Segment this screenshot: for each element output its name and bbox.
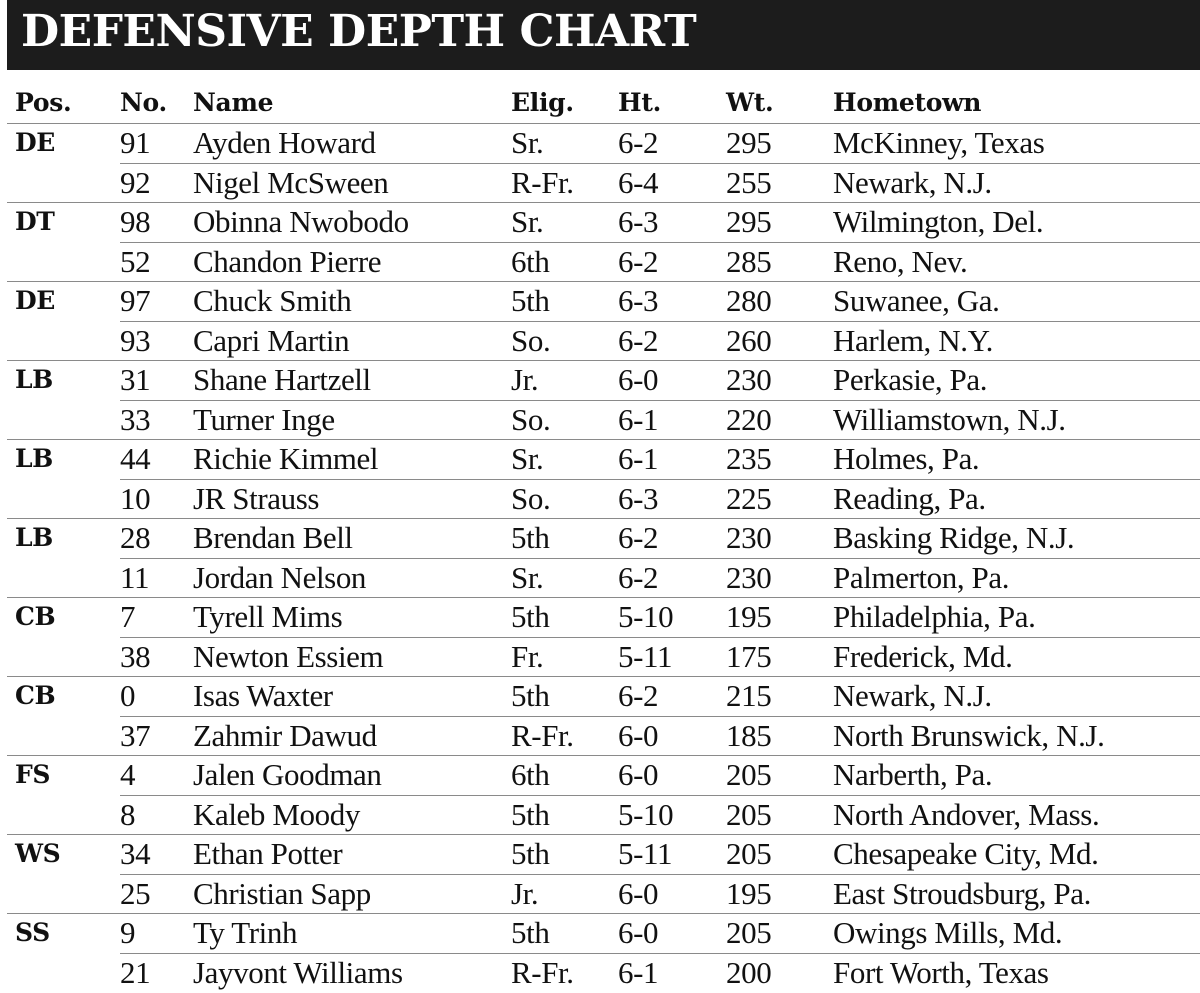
weight-cell: 215: [726, 678, 772, 713]
name-cell: Capri Martin: [193, 322, 350, 358]
eligibility-cell: Sr.: [511, 559, 544, 595]
table-body: [0, 123, 1200, 992]
name-cell: Turner Inge: [193, 401, 335, 437]
weight-cell: 200: [726, 954, 772, 990]
height-cell: 6-0: [618, 757, 659, 792]
hometown-cell: Newark, N.J.: [833, 678, 992, 713]
hometown-cell: North Brunswick, N.J.: [833, 717, 1105, 753]
eligibility-cell: Sr.: [511, 125, 544, 160]
height-cell: 6-2: [618, 322, 659, 358]
height-cell: 6-4: [618, 164, 659, 200]
height-cell: 6-2: [618, 559, 659, 595]
number-cell: 21: [120, 954, 151, 990]
hometown-cell: Philadelphia, Pa.: [833, 599, 1036, 634]
height-cell: 6-0: [618, 717, 659, 753]
table-row: [0, 597, 1200, 637]
height-cell: 6-3: [618, 480, 659, 516]
hometown-cell: Holmes, Pa.: [833, 441, 980, 476]
name-cell: Chandon Pierre: [193, 243, 382, 279]
eligibility-cell: Jr.: [511, 875, 539, 911]
weight-cell: 295: [726, 204, 772, 239]
weight-cell: 220: [726, 401, 772, 437]
eligibility-cell: 6th: [511, 757, 550, 792]
position-cell: SS: [15, 918, 50, 947]
table-row: [0, 360, 1200, 400]
name-cell: Jayvont Williams: [193, 954, 403, 990]
eligibility-cell: 5th: [511, 520, 550, 555]
number-cell: 11: [120, 559, 150, 595]
name-cell: Jalen Goodman: [193, 757, 382, 792]
eligibility-cell: 5th: [511, 678, 550, 713]
name-cell: Brendan Bell: [193, 520, 353, 555]
position-cell: CB: [15, 681, 56, 710]
depth-chart-table: [0, 83, 1200, 992]
hometown-cell: Palmerton, Pa.: [833, 559, 1010, 595]
eligibility-cell: 5th: [511, 915, 550, 950]
title-bar: [7, 0, 1200, 70]
height-cell: 6-0: [618, 915, 659, 950]
number-cell: 9: [120, 915, 136, 950]
header-hometown: Hometown: [833, 88, 982, 117]
table-row: [0, 163, 1200, 203]
table-row: [0, 400, 1200, 440]
name-cell: Obinna Nwobodo: [193, 204, 409, 239]
table-row: [0, 321, 1200, 361]
height-cell: 6-2: [618, 678, 659, 713]
weight-cell: 175: [726, 638, 772, 674]
table-row: [0, 202, 1200, 242]
number-cell: 52: [120, 243, 151, 279]
name-cell: Kaleb Moody: [193, 796, 360, 832]
height-cell: 6-2: [618, 243, 659, 279]
eligibility-cell: So.: [511, 322, 551, 358]
weight-cell: 205: [726, 757, 772, 792]
eligibility-cell: So.: [511, 401, 551, 437]
hometown-cell: Basking Ridge, N.J.: [833, 520, 1075, 555]
eligibility-cell: R-Fr.: [511, 954, 574, 990]
weight-cell: 205: [726, 915, 772, 950]
group-divider: [7, 281, 1200, 282]
height-cell: 6-2: [618, 520, 659, 555]
eligibility-cell: 6th: [511, 243, 550, 279]
number-cell: 8: [120, 796, 136, 832]
name-cell: Shane Hartzell: [193, 362, 371, 397]
eligibility-cell: Sr.: [511, 441, 544, 476]
weight-cell: 185: [726, 717, 772, 753]
table-header: [0, 83, 1200, 123]
name-cell: Ty Trinh: [193, 915, 298, 950]
number-cell: 10: [120, 480, 151, 516]
number-cell: 93: [120, 322, 151, 358]
hometown-cell: Owings Mills, Md.: [833, 915, 1063, 950]
table-row: [0, 834, 1200, 874]
group-divider: [7, 676, 1200, 677]
table-row: [0, 874, 1200, 914]
number-cell: 44: [120, 441, 151, 476]
hometown-cell: North Andover, Mass.: [833, 796, 1100, 832]
group-divider: [7, 360, 1200, 361]
height-cell: 5-10: [618, 796, 674, 832]
weight-cell: 285: [726, 243, 772, 279]
weight-cell: 280: [726, 283, 772, 318]
height-cell: 6-1: [618, 441, 659, 476]
position-cell: CB: [15, 602, 56, 631]
position-cell: LB: [15, 444, 53, 473]
name-cell: Tyrell Mims: [193, 599, 343, 634]
header-pos: Pos.: [15, 88, 72, 117]
position-cell: DE: [15, 286, 55, 315]
hometown-cell: Perkasie, Pa.: [833, 362, 988, 397]
position-cell: DE: [15, 128, 55, 157]
table-row: [0, 913, 1200, 953]
name-cell: Christian Sapp: [193, 875, 371, 911]
group-divider: [7, 439, 1200, 440]
hometown-cell: Newark, N.J.: [833, 164, 992, 200]
name-cell: Richie Kimmel: [193, 441, 379, 476]
weight-cell: 195: [726, 875, 772, 911]
number-cell: 7: [120, 599, 136, 634]
page-title: DEFENSIVE DEPTH CHART: [21, 6, 697, 57]
number-cell: 0: [120, 678, 136, 713]
height-cell: 6-2: [618, 125, 659, 160]
height-cell: 6-1: [618, 954, 659, 990]
eligibility-cell: R-Fr.: [511, 717, 574, 753]
weight-cell: 230: [726, 520, 772, 555]
height-cell: 5-11: [618, 638, 673, 674]
weight-cell: 205: [726, 836, 772, 871]
height-cell: 6-3: [618, 204, 659, 239]
weight-cell: 230: [726, 362, 772, 397]
number-cell: 25: [120, 875, 151, 911]
number-cell: 34: [120, 836, 151, 871]
table-row: [0, 123, 1200, 163]
table-row: [0, 953, 1200, 993]
hometown-cell: Wilmington, Del.: [833, 204, 1044, 239]
position-cell: LB: [15, 523, 53, 552]
eligibility-cell: 5th: [511, 283, 550, 318]
name-cell: Ethan Potter: [193, 836, 343, 871]
eligibility-cell: So.: [511, 480, 551, 516]
height-cell: 6-1: [618, 401, 659, 437]
hometown-cell: Reading, Pa.: [833, 480, 986, 516]
number-cell: 4: [120, 757, 136, 792]
hometown-cell: East Stroudsburg, Pa.: [833, 875, 1091, 911]
table-row: [0, 795, 1200, 835]
header-wt: Wt.: [726, 88, 774, 117]
header-name: Name: [193, 88, 274, 117]
header-ht: Ht.: [618, 88, 661, 117]
name-cell: Jordan Nelson: [193, 559, 367, 595]
number-cell: 33: [120, 401, 151, 437]
group-divider: [7, 755, 1200, 756]
name-cell: Nigel McSween: [193, 164, 389, 200]
number-cell: 91: [120, 125, 151, 160]
hometown-cell: Reno, Nev.: [833, 243, 968, 279]
number-cell: 31: [120, 362, 151, 397]
eligibility-cell: Jr.: [511, 362, 539, 397]
position-cell: LB: [15, 365, 53, 394]
height-cell: 5-10: [618, 599, 674, 634]
number-cell: 98: [120, 204, 151, 239]
hometown-cell: Williamstown, N.J.: [833, 401, 1066, 437]
eligibility-cell: Fr.: [511, 638, 544, 674]
weight-cell: 225: [726, 480, 772, 516]
weight-cell: 255: [726, 164, 772, 200]
name-cell: Isas Waxter: [193, 678, 333, 713]
eligibility-cell: 5th: [511, 796, 550, 832]
header-elig: Elig.: [511, 88, 574, 117]
eligibility-cell: 5th: [511, 599, 550, 634]
hometown-cell: McKinney, Texas: [833, 125, 1045, 160]
eligibility-cell: 5th: [511, 836, 550, 871]
number-cell: 97: [120, 283, 151, 318]
number-cell: 38: [120, 638, 151, 674]
name-cell: Chuck Smith: [193, 283, 352, 318]
hometown-cell: Harlem, N.Y.: [833, 322, 993, 358]
table-row: [0, 637, 1200, 677]
name-cell: Newton Essiem: [193, 638, 384, 674]
weight-cell: 260: [726, 322, 772, 358]
table-row: [0, 676, 1200, 716]
weight-cell: 295: [726, 125, 772, 160]
table-row: [0, 281, 1200, 321]
name-cell: Ayden Howard: [193, 125, 376, 160]
height-cell: 6-0: [618, 875, 659, 911]
position-cell: FS: [15, 760, 51, 789]
hometown-cell: Chesapeake City, Md.: [833, 836, 1099, 871]
header-no: No.: [120, 88, 167, 117]
number-cell: 28: [120, 520, 151, 555]
table-row: [0, 558, 1200, 598]
weight-cell: 230: [726, 559, 772, 595]
weight-cell: 205: [726, 796, 772, 832]
eligibility-cell: Sr.: [511, 204, 544, 239]
height-cell: 6-0: [618, 362, 659, 397]
hometown-cell: Narberth, Pa.: [833, 757, 993, 792]
eligibility-cell: R-Fr.: [511, 164, 574, 200]
name-cell: Zahmir Dawud: [193, 717, 377, 753]
table-row: [0, 755, 1200, 795]
position-cell: DT: [15, 207, 55, 236]
table-row: [0, 716, 1200, 756]
hometown-cell: Fort Worth, Texas: [833, 954, 1049, 990]
weight-cell: 195: [726, 599, 772, 634]
height-cell: 5-11: [618, 836, 673, 871]
height-cell: 6-3: [618, 283, 659, 318]
table-row: [0, 242, 1200, 282]
table-row: [0, 479, 1200, 519]
number-cell: 92: [120, 164, 151, 200]
table-row: [0, 439, 1200, 479]
name-cell: JR Strauss: [193, 480, 320, 516]
number-cell: 37: [120, 717, 151, 753]
table-row: [0, 518, 1200, 558]
position-cell: WS: [15, 839, 61, 868]
hometown-cell: Suwanee, Ga.: [833, 283, 1000, 318]
weight-cell: 235: [726, 441, 772, 476]
hometown-cell: Frederick, Md.: [833, 638, 1013, 674]
